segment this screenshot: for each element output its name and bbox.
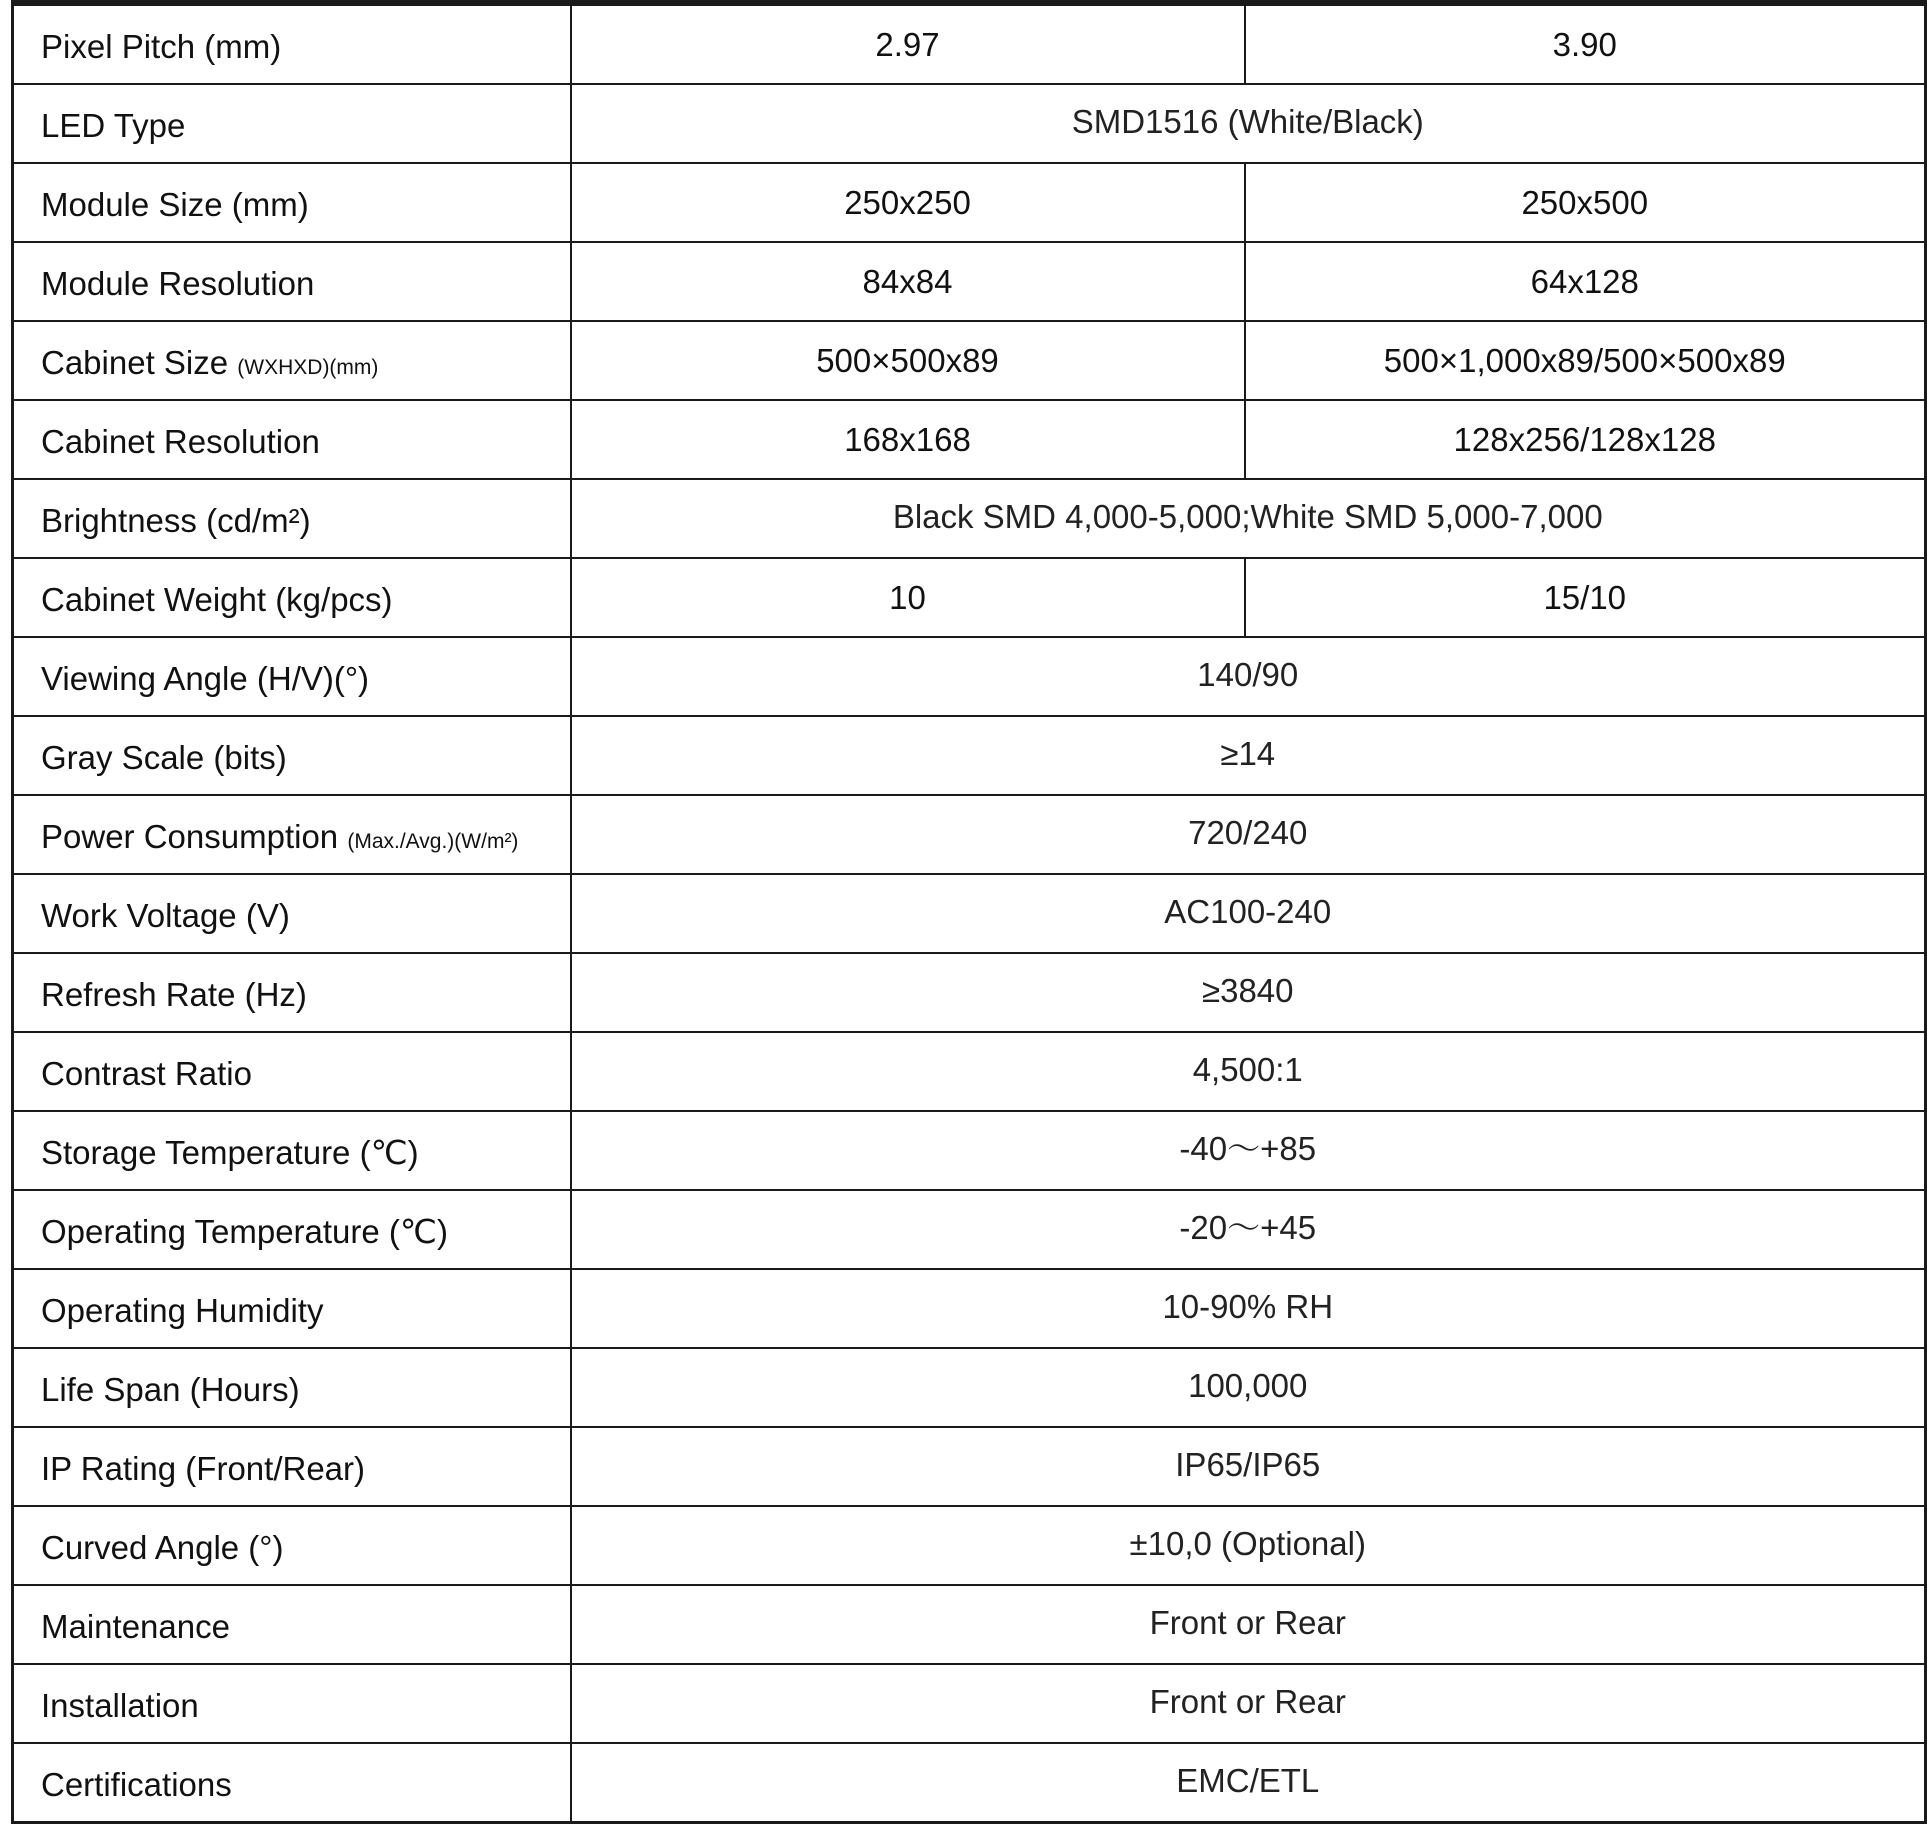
row-label [13,1664,571,1743]
value-cell: 720/240 [571,795,1926,874]
value-cell: 10-90% RH [571,1269,1926,1348]
row-label-text: Gray Scale (bits) [41,739,287,776]
table-row [13,953,1926,1032]
row-label [13,1585,571,1664]
table-row [13,1269,1926,1348]
table-row [13,1427,1926,1506]
row-label-text: Module Size (mm) [41,186,309,223]
value-cell: -40～+85 [571,1111,1926,1190]
table-row [13,1111,1926,1190]
row-label-text: IP Rating (Front/Rear) [41,1450,366,1487]
row-label [13,1111,571,1190]
row-label [13,716,571,795]
table-row [13,1585,1926,1664]
row-label-text: Cabinet Weight (kg/pcs) [41,581,393,618]
table-row [13,242,1926,321]
row-label-text: Module Resolution [41,265,315,302]
table-row [13,795,1926,874]
row-label-text: Storage Temperature (℃) [41,1134,419,1171]
value-cell: -20～+45 [571,1190,1926,1269]
row-label [13,479,571,558]
row-label-text: Viewing Angle (H/V)(°) [41,660,370,697]
row-label-text: Curved Angle (°) [41,1529,284,1566]
value-cell: EMC/ETL [571,1743,1926,1823]
row-label-text: Operating Temperature (℃) [41,1213,448,1250]
value-cell: 10 [571,558,1245,637]
row-label-text: LED Type [41,107,186,144]
value-cell: Front or Rear [571,1664,1926,1743]
row-label [13,795,571,874]
row-label-text: Certifications [41,1766,232,1803]
row-label-text: Cabinet Size [41,344,238,381]
row-label-text: Refresh Rate (Hz) [41,976,307,1013]
value-cell: 250x250 [571,163,1245,242]
row-label-text: Life Span (Hours) [41,1371,300,1408]
table-row [13,1743,1926,1823]
value-cell: 64x128 [1245,242,1926,321]
row-label [13,163,571,242]
row-label-text: Cabinet Resolution [41,423,320,460]
row-label [13,1269,571,1348]
table-row [13,163,1926,242]
value-cell: 168x168 [571,400,1245,479]
row-label [13,637,571,716]
table-row [13,1348,1926,1427]
table-row [13,1190,1926,1269]
table-row [13,874,1926,953]
row-label [13,1348,571,1427]
spec-table [11,0,1927,1824]
row-label-text: Operating Humidity [41,1292,324,1329]
table-row [13,3,1926,84]
row-label-text: Brightness (cd/m²) [41,502,311,539]
row-label [13,1506,571,1585]
row-label [13,84,571,163]
row-label [13,3,571,84]
row-label-small: (Max./Avg.)(W/m²) [347,830,519,853]
value-cell: 128x256/128x128 [1245,400,1926,479]
row-label-text: Power Consumption [41,818,348,855]
row-label-text: Pixel Pitch (mm) [41,28,282,65]
table-row [13,558,1926,637]
value-cell: 250x500 [1245,163,1926,242]
row-label-text: Contrast Ratio [41,1055,252,1092]
table-row [13,84,1926,163]
value-cell: ≥14 [571,716,1926,795]
row-label [13,1032,571,1111]
table-row [13,479,1926,558]
row-label [13,558,571,637]
row-label [13,1743,571,1823]
value-cell: 84x84 [571,242,1245,321]
value-cell: Black SMD 4,000-5,000;White SMD 5,000-7,000 [571,479,1926,558]
row-label [13,400,571,479]
row-label [13,242,571,321]
row-label-text: Work Voltage (V) [41,897,290,934]
table-row [13,637,1926,716]
value-cell: ±10,0 (Optional) [571,1506,1926,1585]
row-label [13,1427,571,1506]
value-cell: IP65/IP65 [571,1427,1926,1506]
value-cell: 500×1,000x89/500×500x89 [1245,321,1926,400]
row-label-text: Installation [41,1687,199,1724]
value-cell: 500×500x89 [571,321,1245,400]
value-cell: ≥3840 [571,953,1926,1032]
row-label-small: (WXHXD)(mm) [237,356,379,379]
table-row [13,1032,1926,1111]
value-cell: AC100-240 [571,874,1926,953]
row-label [13,953,571,1032]
value-cell: SMD1516 (White/Black) [571,84,1926,163]
table-row [13,716,1926,795]
value-cell: 140/90 [571,637,1926,716]
table-row [13,321,1926,400]
value-cell: Front or Rear [571,1585,1926,1664]
value-cell: 15/10 [1245,558,1926,637]
value-cell: 4,500:1 [571,1032,1926,1111]
value-cell: 100,000 [571,1348,1926,1427]
table-row [13,1664,1926,1743]
value-cell: 2.97 [571,3,1245,84]
table-row [13,400,1926,479]
row-label [13,321,571,400]
table-row [13,1506,1926,1585]
row-label [13,874,571,953]
row-label-text: Maintenance [41,1608,230,1645]
value-cell: 3.90 [1245,3,1926,84]
row-label [13,1190,571,1269]
